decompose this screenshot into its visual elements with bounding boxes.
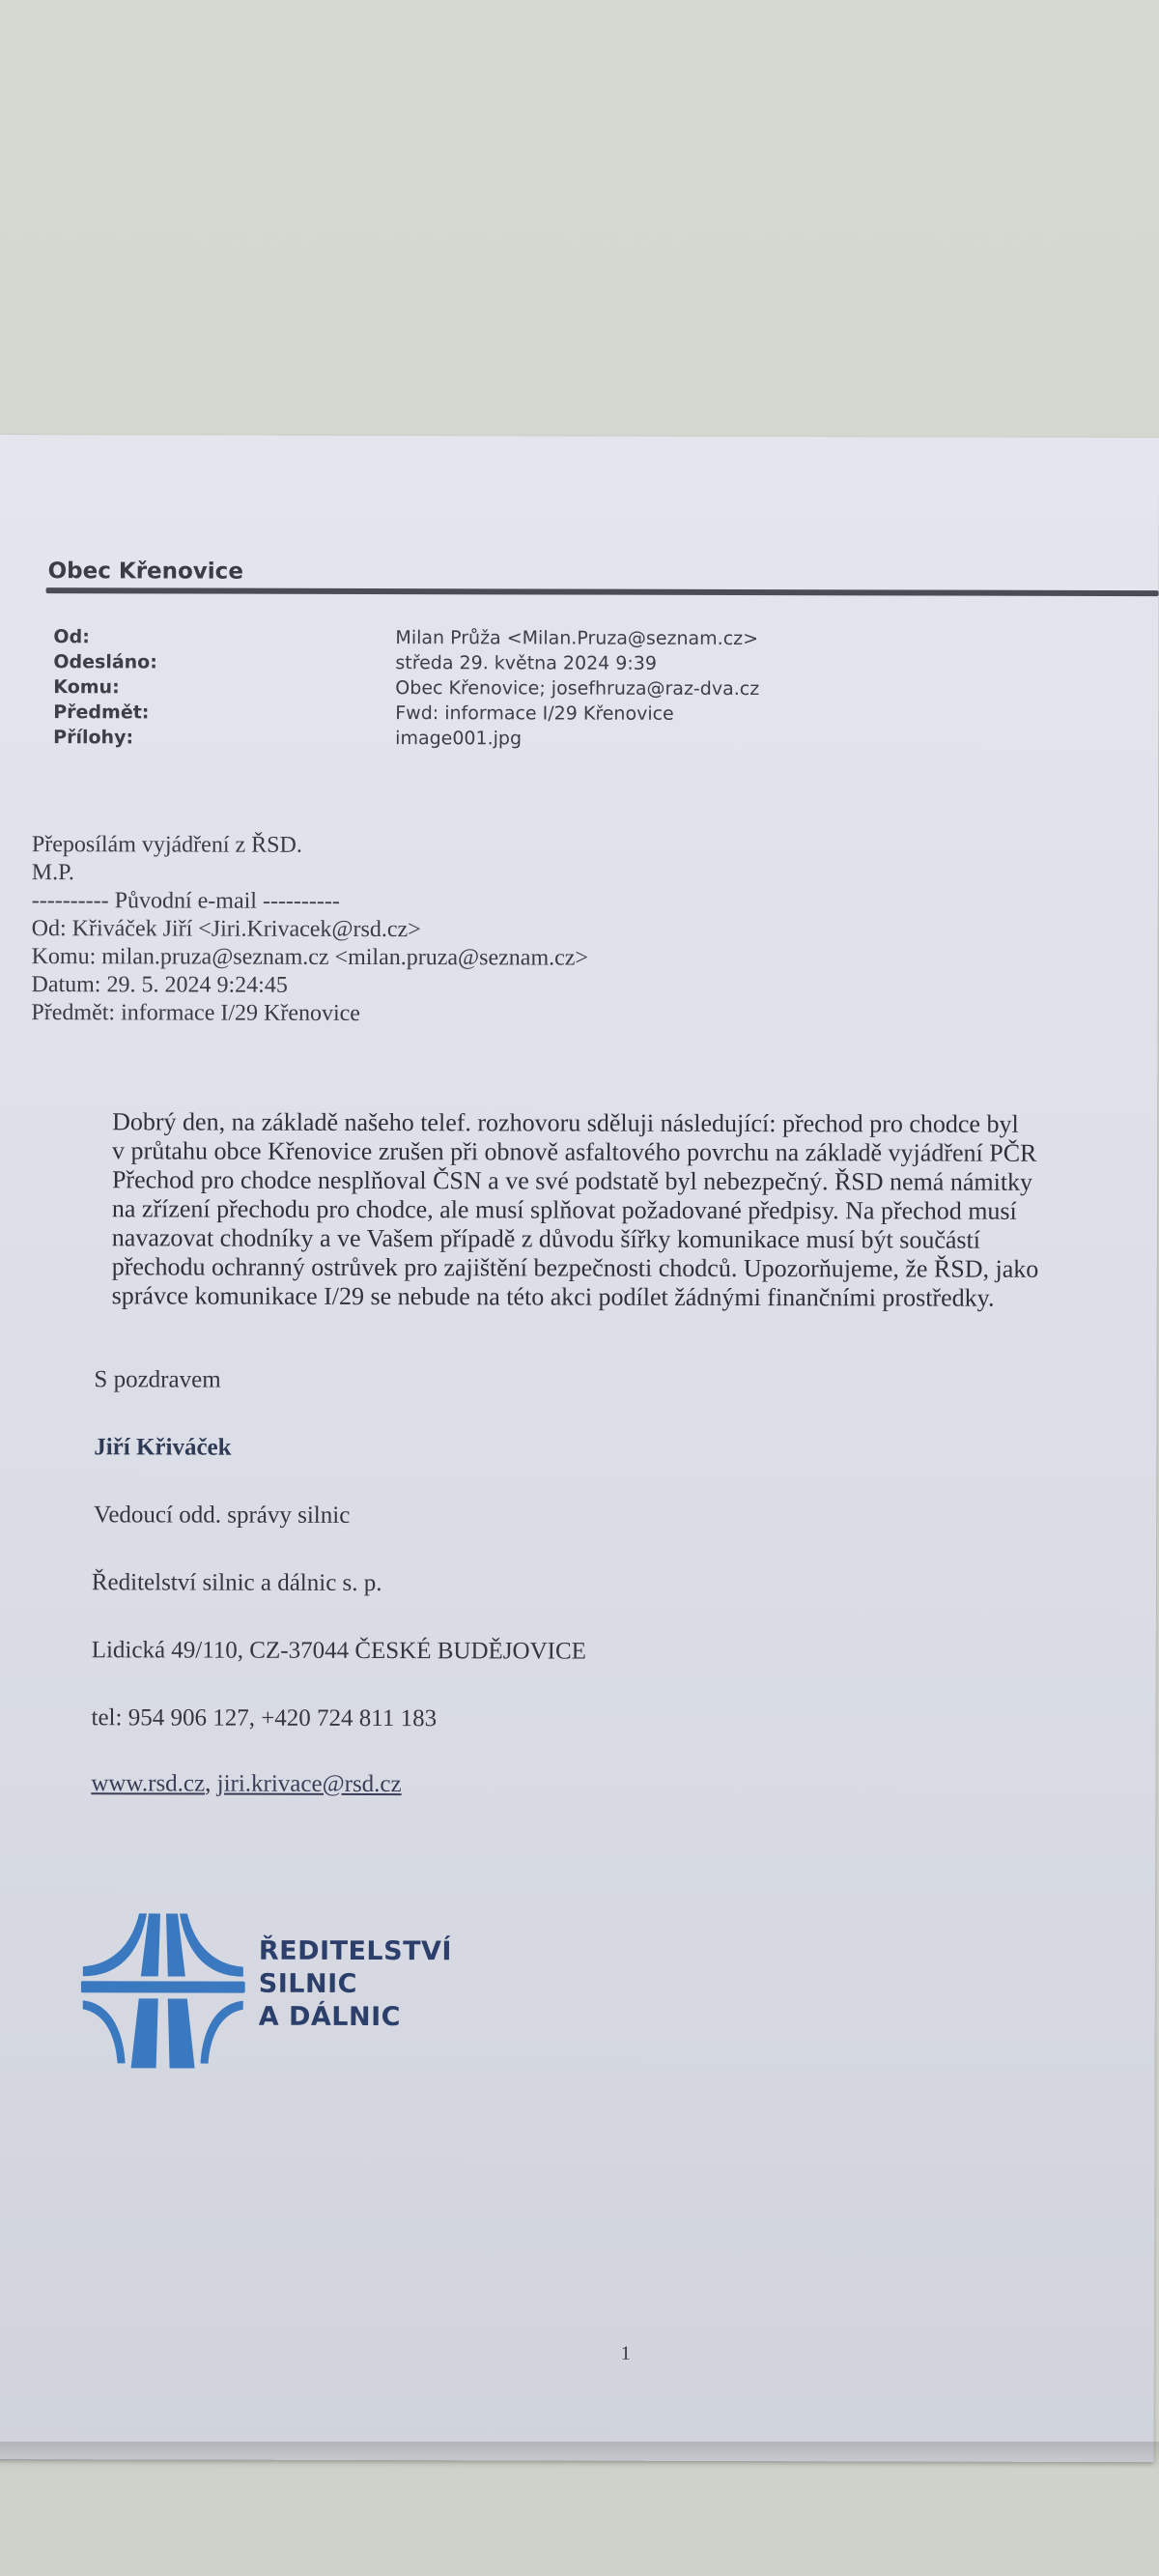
signature-address: Lidická 49/110, CZ-37044 ČESKÉ BUDĚJOVICE bbox=[91, 1637, 586, 1665]
signature-company: Ředitelství silnic a dálnic s. p. bbox=[91, 1569, 382, 1597]
email-body bbox=[112, 1107, 1159, 1313]
signature-greeting: S pozdravem bbox=[94, 1366, 221, 1393]
header-value: Fwd: informace I/29 Křenovice bbox=[395, 702, 674, 725]
body-line: přechodu ochranný ostrůvek pro zajištění bezpečnosti chodců. Upozorňujeme, že ŘSD, jako bbox=[111, 1252, 1039, 1283]
header-row-attachments bbox=[53, 727, 759, 754]
logo-line: SILNIC bbox=[258, 1968, 358, 1999]
rsd-logo-icon bbox=[81, 1908, 245, 2073]
body-line: navazovat chodníky a ve Vašem případě z důvodu šířky komunikace musí být součástí bbox=[111, 1223, 981, 1254]
forward-line: Přeposílám vyjádření z ŘSD. bbox=[31, 832, 302, 858]
body-line: v průtahu obce Křenovice zrušen při obnově asfaltového povrchu na základě vyjádření PČR bbox=[112, 1136, 1037, 1167]
link-separator: , bbox=[205, 1770, 217, 1797]
forward-line: Datum: 29. 5. 2024 9:24:45 bbox=[31, 972, 288, 998]
header-row-subject bbox=[53, 701, 759, 729]
signature-name: Jiří Křiváček bbox=[94, 1434, 232, 1461]
header-label: Od: bbox=[53, 626, 90, 648]
header-label: Přílohy: bbox=[53, 727, 134, 749]
header-label: Komu: bbox=[53, 676, 120, 699]
forward-line: Předmět: informace I/29 Křenovice bbox=[31, 1000, 361, 1026]
organization-header: Obec Křenovice bbox=[47, 558, 243, 585]
header-divider bbox=[46, 587, 1159, 596]
header-row-sent bbox=[53, 651, 759, 678]
printed-page bbox=[0, 435, 1159, 2462]
signature-links bbox=[91, 1770, 401, 1798]
header-value: image001.jpg bbox=[395, 728, 523, 750]
email-header-block bbox=[53, 626, 759, 754]
header-value: středa 29. května 2024 9:39 bbox=[395, 652, 658, 674]
paper-edge-shadow bbox=[0, 2442, 1159, 2471]
forward-note bbox=[31, 831, 588, 1029]
header-label: Předmět: bbox=[53, 701, 150, 724]
rsd-logo-text bbox=[259, 1935, 452, 2035]
body-line: správce komunikace I/29 se nebude na této akci podílet žádnými finančními prostředky. bbox=[111, 1281, 995, 1312]
forward-line: M.P. bbox=[31, 860, 74, 886]
body-line: na zřízení přechodu pro chodce, ale musí splňovat požadované předpisy. Na přechod musí bbox=[111, 1194, 1017, 1225]
header-row-from bbox=[53, 626, 759, 653]
email-link[interactable]: jiri.krivace@rsd.cz bbox=[216, 1770, 402, 1798]
forward-line: Od: Křiváček Jiří <Jiri.Krivacek@rsd.cz> bbox=[31, 916, 421, 943]
body-line: Dobrý den, na základě našeho telef. rozhovoru sděluji následující: přechod pro chodce byl bbox=[112, 1107, 1019, 1138]
signature-position: Vedoucí odd. správy silnic bbox=[94, 1502, 351, 1529]
signature-phone: tel: 954 906 127, +420 724 811 183 bbox=[91, 1704, 438, 1732]
header-value: Milan Průža <Milan.Pruza@seznam.cz> bbox=[395, 627, 759, 650]
header-value: Obec Křenovice; josefhruza@raz-dva.cz bbox=[395, 677, 760, 701]
logo-line: A DÁLNIC bbox=[258, 2001, 402, 2033]
page-number: 1 bbox=[620, 2342, 631, 2364]
logo-line: ŘEDITELSTVÍ bbox=[258, 1935, 453, 1967]
website-link[interactable]: www.rsd.cz bbox=[91, 1770, 206, 1797]
forward-line: ---------- Původní e-mail ---------- bbox=[31, 888, 340, 914]
body-line: Přechod pro chodce nesplňoval ČSN a ve své podstatě byl nebezpečný. ŘSD nemá námitky bbox=[111, 1165, 1033, 1196]
header-row-to bbox=[53, 676, 759, 703]
header-label: Odesláno: bbox=[53, 651, 157, 673]
forward-line: Komu: milan.pruza@seznam.cz <milan.pruza@seznam.cz> bbox=[31, 944, 589, 971]
